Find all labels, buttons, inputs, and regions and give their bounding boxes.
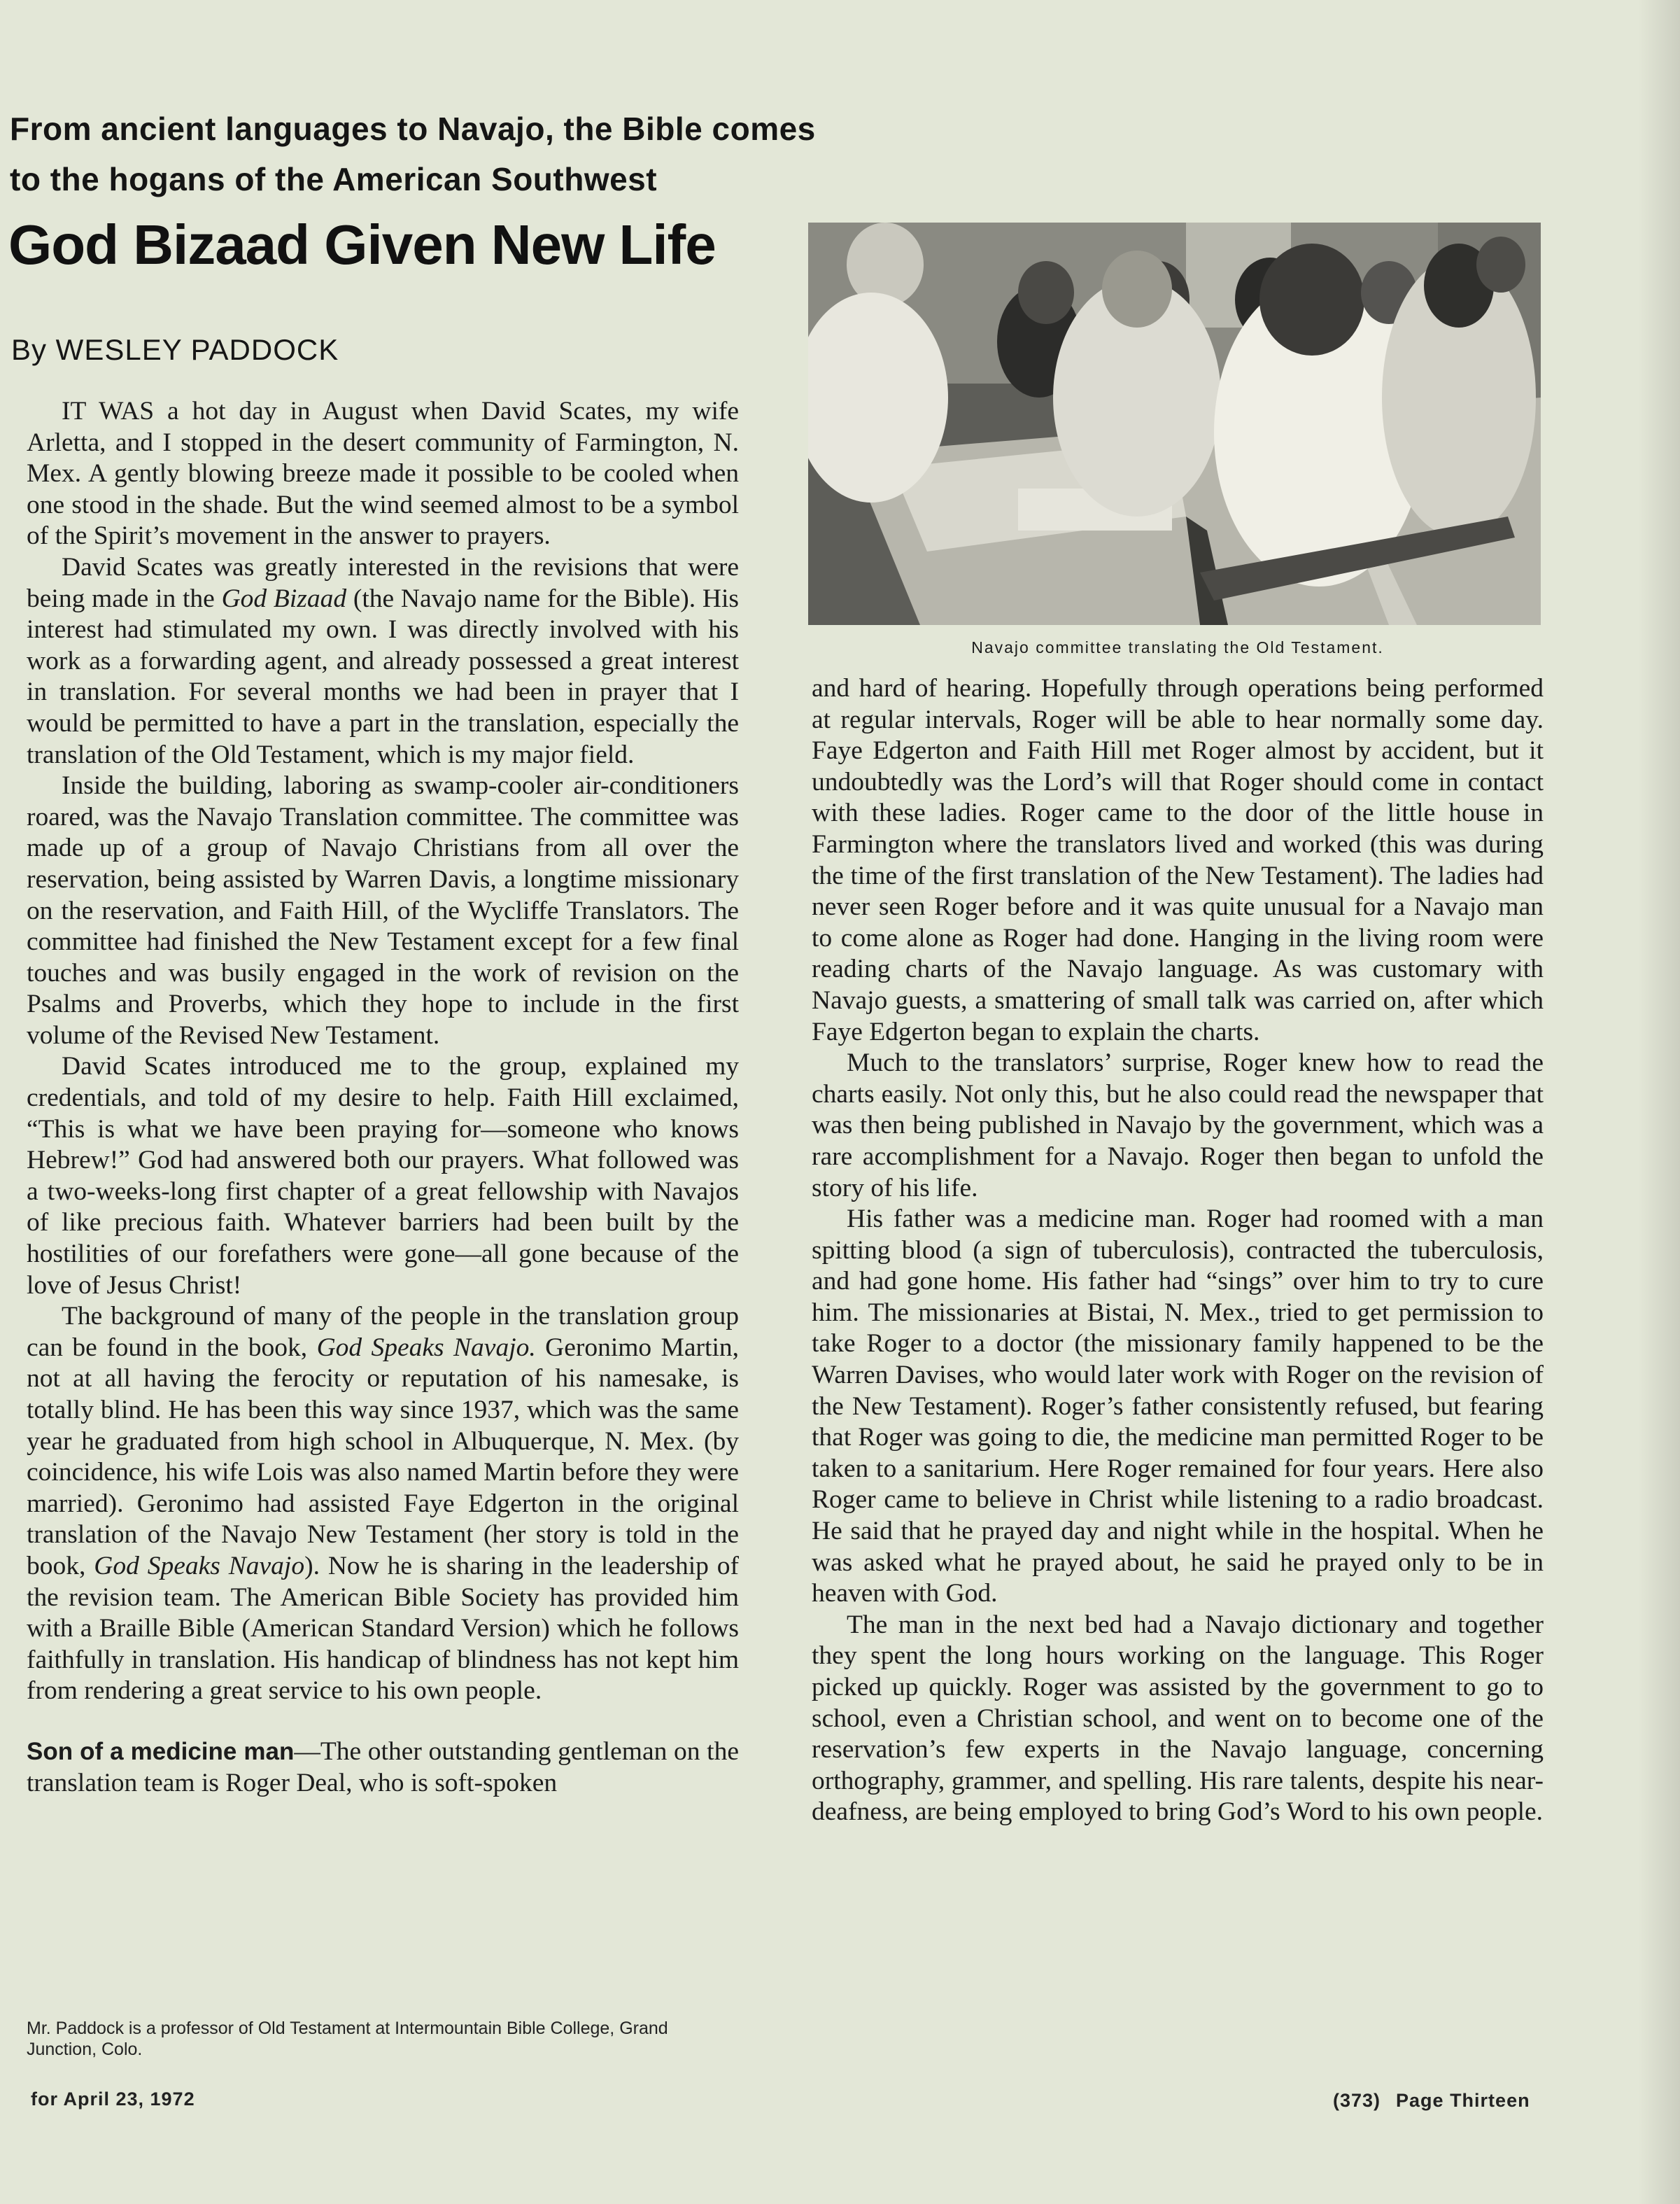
paragraph: and hard of hearing. Hopefully through operations being performed at regular intervals, Roger will be able to hear normally some day. Faye Edgerton and Faith Hill met Roger almost by accident, but it undoubtedly was the Lord’s will that Roger should come in contact with these ladies. Roger came to the door of the little house in Farmington where the translators lived and worked (this was during the time of the first translation of the New Testament). The ladies had never seen Roger before and it was quite unusual for a Navajo man to come alone as Roger had done. Hanging in the living room were reading charts of the Navajo language. As was customary with Navajo guests, a smattering of small talk was carried on, after which Faye Edgerton began to explain the charts. <box>812 674 1544 1046</box>
byline: By WESLEY PADDOCK <box>11 333 339 366</box>
photo-illustration <box>808 223 1541 625</box>
paragraph: IT WAS a hot day in August when David Scates, my wife Arletta, and I stopped in the desert community of Farmington, N. Mex. A gently blowing breeze made it possible to be cooled when one stood in the shade. But the wind seemed almost to be a symbol of the Spirit’s movement in the answer to prayers. <box>27 397 739 551</box>
book-title: God Speaks Navajo <box>94 1551 305 1580</box>
author-footnote: Mr. Paddock is a professor of Old Testament at Intermountain Bible College, Grand Junction, Colo. <box>27 2019 668 2059</box>
paragraph: David Scates introduced me to the group, explained my credentials, and told of my desire to help. Faith Hill exclaimed, “This is what we have been praying for—someone who knows Hebrew!” God had answered both our prayers. What followed was a two-weeks-long first chapter of a great fellowship with Navajos of like precious faith. Whatever barriers had been built by the hostilities of our forefathers were gone—all gone because of the love of Jesus Christ! <box>27 1052 739 1300</box>
photo-caption: Navajo committee translating the Old Testament. <box>971 638 1384 657</box>
kicker-line-2: to the hogans of the American Southwest <box>10 161 658 197</box>
paragraph: The man in the next bed had a Navajo dictionary and together they spent the long hours working on the language. This Roger picked up quickly. Roger was assisted by the government to go to school, even a Christian school, and went on to become one of the reservation’s few experts in the Navajo language, concerning orthography, grammer, and spelling. His rare talents, despite his near-deafness, are being employed to bring God’s Word to his own people. <box>812 1610 1544 1827</box>
paragraph <box>27 1301 739 1707</box>
paragraph: His father was a medicine man. Roger had roomed with a man spitting blood (a sign of tuberculosis), contracted the tuberculosis, and had gone home. His father had “sings” over him to try to cure him. The missionaries at Bistai, N. Mex., tried to get permission to take Roger to a doctor (the missionary family happened to be the Warren Davises, who would later work with Roger on the revision of the New Testament). Roger’s father consistently refused, but fearing that Roger was going to die, the medicine man permitted Roger to be taken to a sanitarium. Here Roger remained for four years. Here also Roger came to believe in Christ while listening to a radio broadcast. He said that he prayed day and night while in the hospital. When he was asked what he prayed about, he said he prayed only to be in heaven with God. <box>812 1205 1544 1608</box>
section-subhead: Son of a medicine man <box>27 1737 295 1765</box>
headline: God Bizaad Given New Life <box>8 213 716 276</box>
page-label: Page Thirteen <box>1396 2090 1530 2111</box>
committee-photo <box>808 223 1541 625</box>
paragraph <box>27 552 739 771</box>
paragraph-text: Geronimo Martin, not at all having the ferocity or reputation of his namesake, is totally blind. He has been this way since 1937, which was the same year he graduated from high school in Albuquerque, N. Mex. (by coincidence, his wife Lois was also named Martin before they were married). Geronimo had assisted Faye Edgerton in the original translation of the Navajo New Testament (her story is told in the book, <box>27 1333 739 1580</box>
paragraph: Inside the building, laboring as swamp-cooler air-conditioners roared, was the Navajo Translation committee. The committee was made up of a group of Navajo Christians from all over the reservation, being assisted by Warren Davis, a longtime missionary on the reservation, and Faith Hill, of the Wycliffe Translators. The committee had finished the New Testament except for a few final touches and was busily engaged in the work of revision on the Psalms and Proverbs, which they hope to include in the first volume of the Revised New Testament. <box>27 771 739 1050</box>
paragraph-text: —The other outstanding gentleman on the translation team is Roger Deal, who is soft-spoken <box>27 1736 739 1797</box>
paragraph-text: (the Navajo name for the Bible). His interest had stimulated my own. I was directly involved with his work as a forwarding agent, and already possessed a great interest in translation. For several months we had been in prayer that I would be permitted to have a part in the translation, especially the translation of the Old Testament, which is my major field. <box>27 584 739 769</box>
paragraph-text: ). Now he is sharing in the leadership of the revision team. The American Bible Society has provided him with a Braille Bible (American Standard Version) which he follows faithfully in translation. His handicap of blindness has not kept him from rendering a great service to his own people. <box>27 1551 740 1706</box>
book-title: God Speaks Navajo. <box>316 1333 536 1362</box>
paragraph <box>27 1736 739 1799</box>
issue-date: for April 23, 1972 <box>31 2089 195 2110</box>
kicker <box>10 104 816 204</box>
paragraph: Much to the translators’ surprise, Roger knew how to read the charts easily. Not only this, but he also could read the newspaper that was then being published in Navajo by the government, which was a rare accomplishment for a Navajo. Roger then began to unfold the story of his life. <box>812 1048 1544 1202</box>
article-right-column <box>812 673 1544 1828</box>
kicker-line-1: From ancient languages to Navajo, the Bible comes <box>10 111 816 147</box>
article-left-column <box>27 396 739 1799</box>
paragraph-text: David Scates was greatly interested in the revisions that were being made in the <box>27 552 739 613</box>
page-edge-shadow <box>1638 0 1680 2204</box>
paragraph-text: The background of many of the people in the translation group can be found in the book, <box>27 1302 739 1362</box>
page-folio <box>1333 2090 1546 2112</box>
page-number: (373) <box>1333 2090 1381 2111</box>
book-title: God Bizaad <box>221 584 347 613</box>
